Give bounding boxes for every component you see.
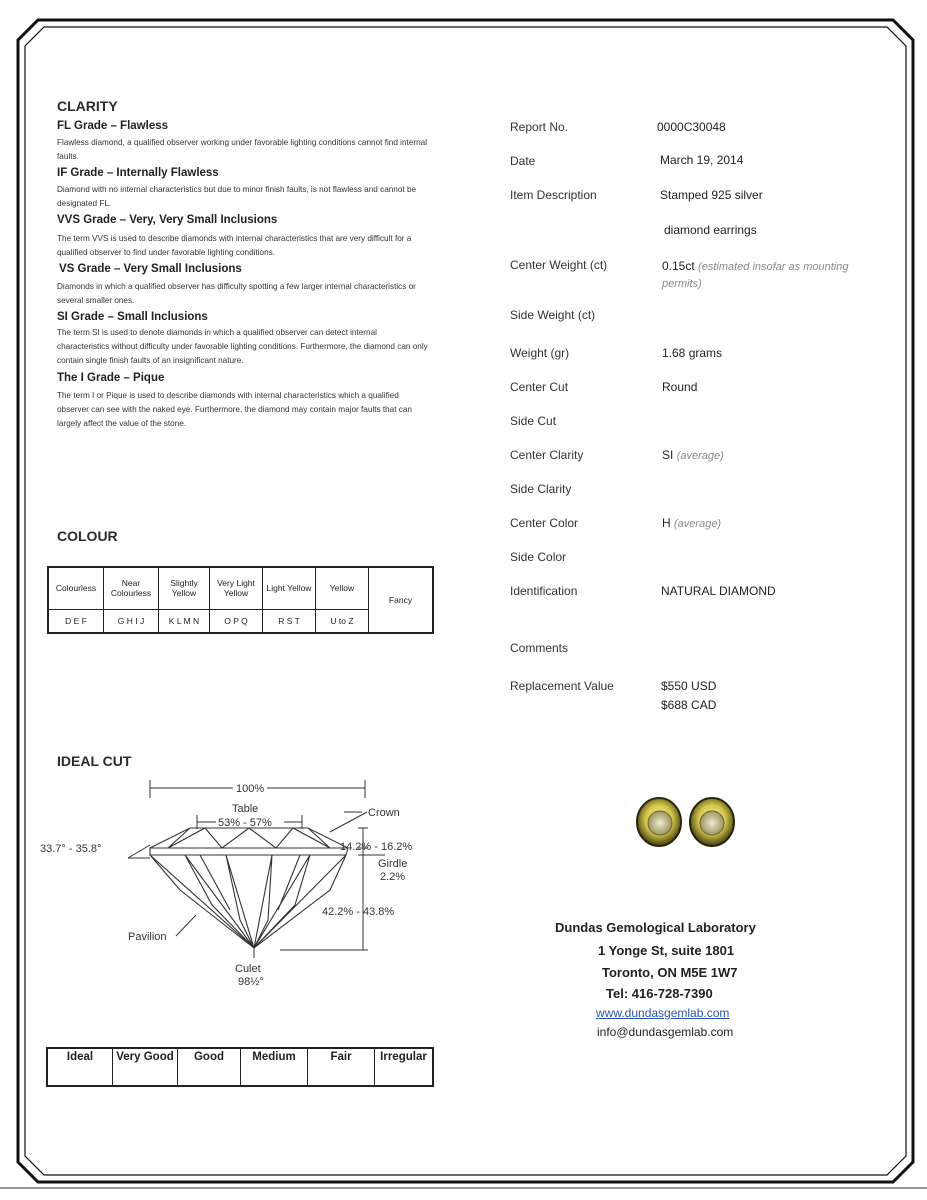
field-label-side-color: Side Color: [510, 550, 567, 564]
lab-phone: Tel: 416-728-7390: [606, 986, 713, 1001]
field-value-identification: NATURAL DIAMOND: [661, 584, 776, 598]
field-value-replacement-usd: $550 USD: [661, 679, 717, 693]
field-value-item-description: Stamped 925 silver: [660, 188, 763, 202]
field-note-center-color: (average): [674, 518, 722, 530]
field-value-center-color: H: [662, 516, 671, 530]
diamond-outline: [150, 828, 348, 948]
field-label-center-clarity: Center Clarity: [510, 448, 584, 462]
field-note-center-weight: (estimated insofar as mounting permits): [662, 261, 849, 290]
colour-heading: COLOUR: [57, 528, 118, 544]
field-center-color: [662, 516, 721, 530]
lab-name: Dundas Gemological Laboratory: [555, 920, 756, 935]
field-label-center-cut: Center Cut: [510, 380, 569, 394]
colour-col-name: Very Light Yellow: [210, 567, 263, 609]
table-range-label: 53% - 57%: [218, 817, 272, 829]
field-label-side-weight: Side Weight (ct): [510, 308, 596, 322]
colour-col-grades: D E F: [48, 609, 104, 633]
grade-fl-title: FL Grade – Flawless: [57, 120, 169, 132]
colour-col-grades: U to Z: [316, 609, 369, 633]
field-value-weight-gr: 1.68 grams: [662, 346, 723, 360]
culet-value-label: 98½°: [238, 976, 264, 988]
earring-left: [637, 798, 681, 846]
field-center-clarity: [662, 448, 724, 462]
cut-grade-cell: Very Good: [113, 1048, 178, 1086]
field-label-comments: Comments: [510, 641, 569, 655]
field-label-report-no: Report No.: [510, 120, 569, 134]
field-value-item-description-2: diamond earrings: [664, 223, 757, 237]
lab-address-2: Toronto, ON M5E 1W7: [602, 965, 738, 980]
field-value-center-clarity: SI: [662, 448, 674, 462]
cut-grade-cell: Fair: [308, 1048, 375, 1086]
width-label: 100%: [236, 783, 265, 795]
girdle-value-label: 2.2%: [380, 871, 406, 883]
earring-right: [690, 798, 734, 846]
grade-vvs-title: VVS Grade – Very, Very Small Inclusions: [57, 214, 278, 226]
lab-address-1: 1 Yonge St, suite 1801: [598, 943, 735, 958]
field-value-report-no: 0000C30048: [657, 120, 726, 134]
field-value-date: March 19, 2014: [660, 153, 744, 167]
colour-col-name: Colourless: [48, 567, 104, 609]
field-label-side-cut: Side Cut: [510, 414, 557, 428]
grade-if-desc: Diamond with no internal characteristics but due to minor finish faults, is not flawless and cannot be designated FL.: [57, 185, 417, 208]
field-label-weight-gr: Weight (gr): [510, 346, 570, 360]
earrings-photo: [630, 790, 740, 850]
colour-col-name: Light Yellow: [263, 567, 316, 609]
field-value-center-weight: 0.15ct: [662, 259, 695, 273]
pavilion-depth-label: 42.2% - 43.8%: [322, 906, 395, 918]
ideal-cut-heading: IDEAL CUT: [57, 753, 132, 769]
field-value-center-cut: Round: [662, 380, 698, 394]
crown-angle-label: 33.7° - 35.8°: [40, 843, 102, 855]
lab-website-link[interactable]: www.dundasgemlab.com: [596, 1006, 730, 1020]
grade-si-desc: The term SI is used to denote diamonds in which a qualified observer can detect internal characteristics without difficulty under favorable lighting conditions. Furthermore, the diamond can only contain single finish faults of an insignificant nature.: [57, 328, 428, 365]
grade-fl-desc: Flawless diamond, a qualified observer working under favorable lighting conditions cannot find internal faults.: [57, 138, 428, 161]
field-label-item-description: Item Description: [510, 188, 597, 202]
cut-grade-cell: Ideal: [47, 1048, 113, 1086]
crown-height-label: 14.2% - 16.2%: [340, 841, 413, 853]
cut-grade-table: [46, 1047, 434, 1087]
colour-col-name: Fancy: [369, 567, 434, 633]
clarity-heading: CLARITY: [57, 98, 118, 114]
cut-grade-cell: Good: [178, 1048, 241, 1086]
field-note-center-clarity: (average): [676, 450, 724, 462]
grade-si-title: SI Grade – Small Inclusions: [57, 311, 208, 323]
grade-vs-desc: Diamonds in which a qualified observer has difficulty spotting a few larger internal characteristics or several smaller ones.: [57, 282, 416, 305]
field-value-replacement-cad: $688 CAD: [661, 698, 717, 712]
grade-i-desc: The term I or Pique is used to describe diamonds with internal characteristics which a qualified observer can see with the naked eye. Furthermore, the diamond may contain major faults that can largely affect the value of the stone.: [57, 391, 412, 428]
colour-col-name: Slightly Yellow: [159, 567, 210, 609]
grade-if-title: IF Grade – Internally Flawless: [57, 167, 219, 179]
pavilion-label: Pavilion: [128, 931, 167, 943]
colour-col-grades: O P Q: [210, 609, 263, 633]
colour-col-name: Near Colourless: [104, 567, 159, 609]
culet-label: Culet: [235, 963, 261, 975]
grade-vvs-desc: The term VVS is used to describe diamonds with internal characteristics that are very difficult for a qualified observer to find under favorable lighting conditions.: [57, 234, 412, 257]
diamond-proportions-diagram: [40, 770, 440, 1000]
grade-i-title: The I Grade – Pique: [57, 372, 165, 384]
field-label-identification: Identification: [510, 584, 578, 598]
lab-email[interactable]: info@dundasgemlab.com: [597, 1025, 734, 1039]
field-center-weight: [662, 258, 852, 292]
field-label-replacement-value: Replacement Value: [510, 679, 614, 693]
crown-label: Crown: [368, 807, 400, 819]
table-label: Table: [232, 803, 259, 815]
cut-grade-cell: Medium: [241, 1048, 308, 1086]
field-label-side-clarity: Side Clarity: [510, 482, 572, 496]
field-label-center-weight: Center Weight (ct): [510, 258, 608, 272]
cut-grade-cell: Irregular: [375, 1048, 434, 1086]
colour-scale-table: [47, 566, 434, 634]
colour-col-grades: G H I J: [104, 609, 159, 633]
field-label-date: Date: [510, 154, 536, 168]
field-label-center-color: Center Color: [510, 516, 579, 530]
colour-col-grades: R S T: [263, 609, 316, 633]
colour-col-name: Yellow: [316, 567, 369, 609]
girdle-label: Girdle: [378, 858, 408, 870]
grade-vs-title: VS Grade – Very Small Inclusions: [59, 263, 242, 275]
colour-col-grades: K L M N: [159, 609, 210, 633]
